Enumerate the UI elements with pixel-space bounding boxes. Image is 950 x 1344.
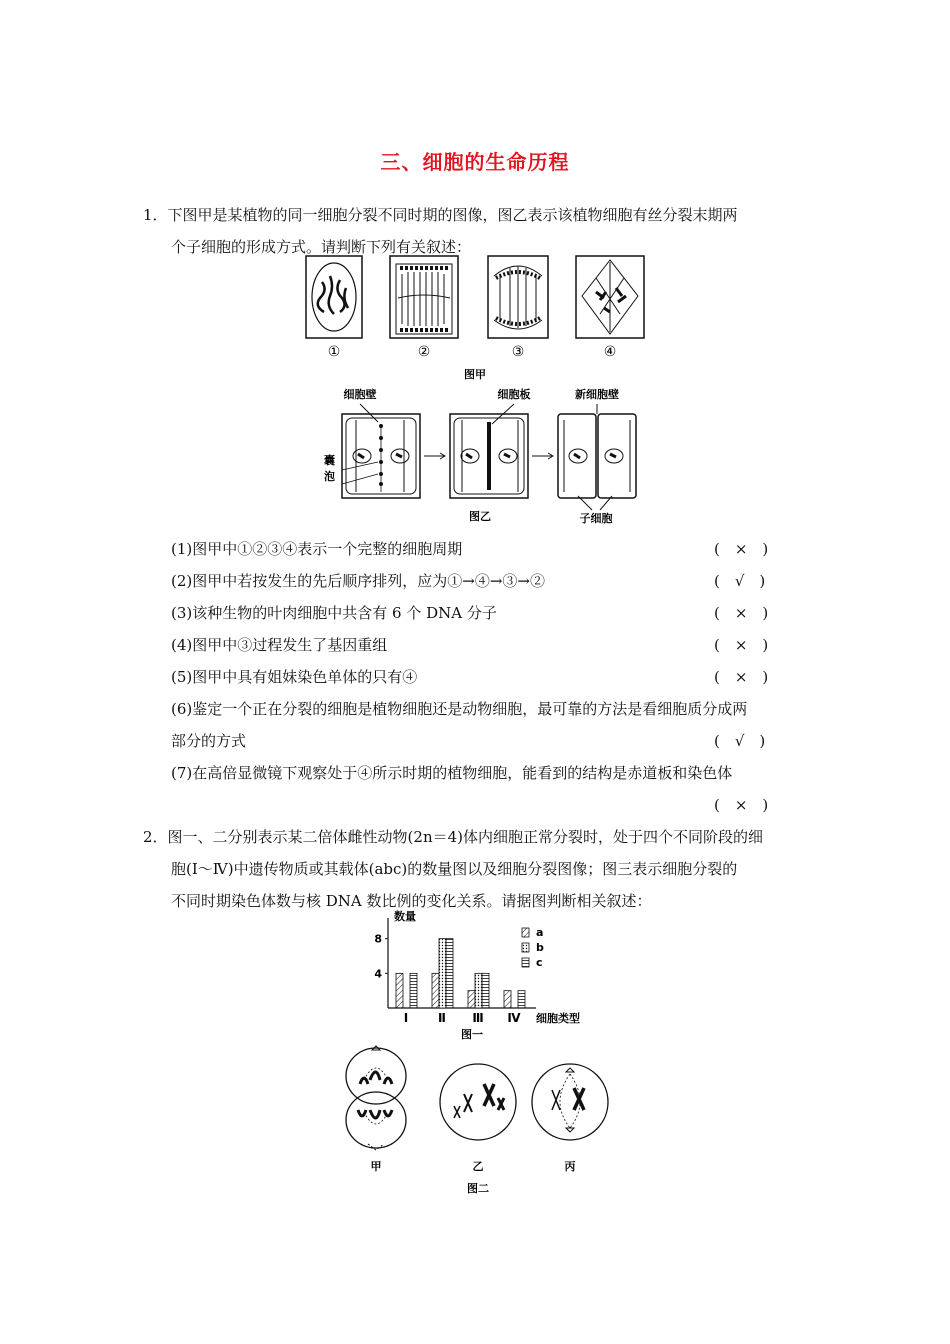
- bar-a-3: [468, 991, 475, 1008]
- legend-label-a: a: [536, 926, 544, 939]
- q1-item-1: (1)图甲中①②③④表示一个完整的细胞周期: [171, 540, 463, 558]
- figure-jia-cell-2: [390, 256, 458, 338]
- q1-item-6-mark: ( √ ): [714, 732, 766, 750]
- q1-item-7-mark: ( × ): [714, 796, 769, 814]
- figure-yi-vesicle-label-1: 囊: [324, 454, 335, 467]
- figure-jia-cell-4: [576, 256, 644, 338]
- bar-b-3: [475, 973, 482, 1008]
- q2-stem-line2: 胞(Ⅰ～Ⅳ)中遗传物质或其载体(abc)的数量图以及细胞分裂图像；图三表示细胞分裂的: [171, 860, 738, 878]
- q1-item-6-cont: 部分的方式: [171, 732, 247, 750]
- legend-swatch-a: [522, 928, 529, 937]
- q2-stem-line3: 不同时期染色体数与核 DNA 数比例的变化关系。请据图判断相关叙述：: [171, 892, 652, 910]
- page-title: 三、细胞的生命历程: [380, 150, 570, 174]
- legend-swatch-b: [522, 943, 529, 952]
- legend-label-b: b: [536, 941, 544, 954]
- q1-item-5: (5)图甲中具有姐妹染色单体的只有④: [171, 668, 418, 686]
- x-tick-label: Ⅲ: [472, 1011, 484, 1025]
- figure-yi-newwall-label: 新细胞壁: [575, 388, 619, 401]
- q1-item-1-mark: ( × ): [714, 540, 769, 558]
- figure-2-label-bing: 丙: [564, 1160, 576, 1173]
- figure-jia: [300, 252, 650, 382]
- x-tick-label: Ⅳ: [507, 1011, 521, 1025]
- bar-c-4: [518, 991, 525, 1008]
- figure-2-label-jia: 甲: [370, 1160, 382, 1173]
- figure-jia-cell-1: [306, 256, 362, 338]
- x-tick-label: Ⅰ: [403, 1011, 409, 1025]
- figure-jia-caption: 图甲: [464, 368, 486, 381]
- figure-jia-cell-3: [488, 256, 548, 338]
- figure-jia-label-3: ③: [511, 344, 525, 360]
- figure-2-label-yi: 乙: [472, 1160, 484, 1173]
- figure-yi-panel-2: [450, 404, 528, 498]
- figure-2-cell-yi: [440, 1064, 516, 1140]
- figure-yi-panel-1: [342, 404, 420, 498]
- figure-2-cell-jia: [346, 1046, 406, 1150]
- figure-jia-label-4: ④: [603, 344, 617, 360]
- q1-item-4: (4)图甲中③过程发生了基因重组: [171, 636, 388, 654]
- bar-c-1: [410, 973, 417, 1008]
- q1-item-2: (2)图甲中若按发生的先后顺序排列，应为①→④→③→②: [171, 572, 545, 590]
- q1-item-7: (7)在高倍显微镜下观察处于④所示时期的植物细胞，能看到的结构是赤道板和染色体: [171, 764, 733, 782]
- q1-item-3: (3)该种生物的叶肉细胞中共含有 6 个 DNA 分子: [171, 604, 497, 622]
- bar-a-1: [396, 973, 403, 1008]
- q1-item-6: (6)鉴定一个正在分裂的细胞是植物细胞还是动物细胞，最可靠的方法是看细胞质分成两: [171, 700, 748, 718]
- figure-yi-caption: 图乙: [469, 510, 491, 523]
- figure-yi-panel-3: [558, 404, 636, 510]
- figure-2-cell-bing: [532, 1064, 608, 1140]
- q1-stem-line1: 1．下图甲是某植物的同一细胞分裂不同时期的图像，图乙表示该植物细胞有丝分裂末期两: [143, 206, 738, 224]
- y-axis-label: 数量: [394, 910, 416, 923]
- x-tick-label: Ⅱ: [438, 1011, 446, 1025]
- figure-yi: [312, 384, 652, 526]
- figure-yi-wall-label: 细胞壁: [343, 388, 377, 401]
- q2-stem-line1: 2．图一、二分别表示某二倍体雌性动物(2n＝4)体内细胞正常分裂时，处于四个不同阶段的细: [143, 828, 763, 846]
- legend-swatch-c: [522, 958, 529, 967]
- bar-c-3: [482, 973, 489, 1008]
- figure-2: [338, 1040, 618, 1200]
- figure-yi-vesicle-label-2: 泡: [324, 470, 335, 483]
- figure-yi-plate-label: 细胞板: [497, 388, 531, 401]
- bar-a-4: [504, 991, 511, 1008]
- legend-label-c: c: [536, 956, 543, 969]
- figure-jia-label-1: ①: [327, 344, 341, 360]
- bar-a-2: [432, 973, 439, 1008]
- y-tick-label: 4: [374, 967, 382, 981]
- figure-jia-label-2: ②: [417, 344, 431, 360]
- y-tick-label: 8: [374, 932, 382, 946]
- q1-item-2-mark: ( √ ): [714, 572, 766, 590]
- q1-item-5-mark: ( × ): [714, 668, 769, 686]
- chart-caption: 图一: [461, 1028, 483, 1041]
- bar-b-2: [439, 939, 446, 1008]
- figure-1-bar-chart: [360, 908, 600, 1044]
- figure-2-caption: 图二: [467, 1182, 489, 1195]
- q1-item-3-mark: ( × ): [714, 604, 769, 622]
- q1-stem-line2: 个子细胞的形成方式。请判断下列有关叙述：: [171, 238, 472, 256]
- q1-item-4-mark: ( × ): [714, 636, 769, 654]
- bar-c-2: [446, 939, 453, 1008]
- figure-yi-daughter-label: 子细胞: [579, 512, 613, 525]
- x-axis-label: 细胞类型: [536, 1012, 580, 1025]
